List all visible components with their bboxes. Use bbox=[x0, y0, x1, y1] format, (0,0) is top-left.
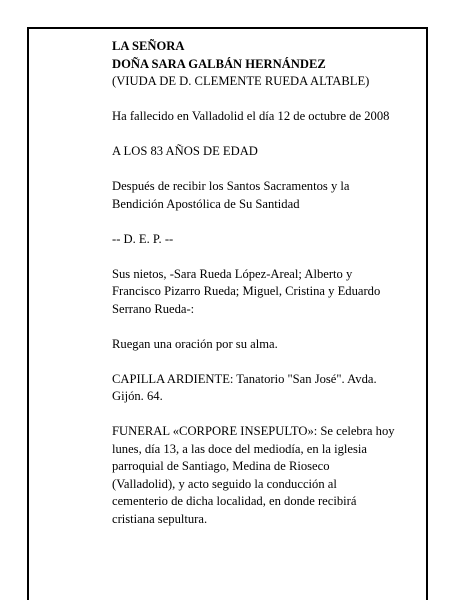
obituary-notice bbox=[112, 38, 412, 528]
funeral-statement bbox=[112, 423, 412, 528]
sacraments-statement bbox=[112, 178, 412, 213]
funeral-line-4: (Valladolid), y acto seguido la conducción al bbox=[112, 476, 337, 491]
grandchildren-line-3: Serrano Rueda-: bbox=[112, 301, 195, 316]
widow-of: (VIUDA DE D. CLEMENTE RUEDA ALTABLE) bbox=[112, 74, 370, 88]
funeral-line-1: FUNERAL «CORPORE INSEPULTO»: Se celebra hoy bbox=[112, 424, 395, 438]
death-text: Ha fallecido en Valladolid el día 12 de octubre de 2008 bbox=[112, 109, 390, 123]
funeral-line-5: cementerio de dicha localidad, en donde recibirá bbox=[112, 494, 357, 508]
age-text: A LOS 83 AÑOS DE EDAD bbox=[112, 144, 258, 158]
deceased-name: DOÑA SARA GALBÁN HERNÁNDEZ bbox=[112, 56, 326, 71]
death-statement bbox=[112, 108, 412, 126]
prayer-statement bbox=[112, 336, 412, 354]
funeral-line-6: cristiana sepultura. bbox=[112, 511, 208, 526]
age-statement bbox=[112, 143, 412, 161]
grandchildren-line-2: Francisco Pizarro Rueda; Miguel, Cristina y Eduardo bbox=[112, 284, 381, 298]
rip-statement bbox=[112, 231, 412, 249]
grandchildren-line-1: Sus nietos, -Sara Rueda López-Areal; Alberto y bbox=[112, 266, 353, 281]
header-title: LA SEÑORA bbox=[112, 39, 185, 53]
chapel-line-1: CAPILLA ARDIENTE: Tanatorio "San José". Avda. bbox=[112, 371, 377, 386]
border-right bbox=[426, 27, 428, 600]
chapel-statement bbox=[112, 371, 412, 406]
sacraments-line-1: Después de recibir los Santos Sacramentos y la bbox=[112, 179, 350, 193]
sacraments-line-2: Bendición Apostólica de Su Santidad bbox=[112, 196, 300, 211]
border-left bbox=[27, 27, 29, 600]
border-top bbox=[27, 27, 428, 29]
funeral-line-2: lunes, día 13, a las doce del mediodía, en la iglesia bbox=[112, 441, 367, 456]
chapel-line-2: Gijón. 64. bbox=[112, 389, 163, 403]
funeral-line-3: parroquial de Santiago, Medina de Rioseco bbox=[112, 459, 330, 473]
grandchildren-statement bbox=[112, 266, 412, 319]
deceased-header bbox=[112, 38, 412, 91]
prayer-text: Ruegan una oración por su alma. bbox=[112, 336, 278, 351]
rip-text: -- D. E. P. -- bbox=[112, 231, 174, 246]
